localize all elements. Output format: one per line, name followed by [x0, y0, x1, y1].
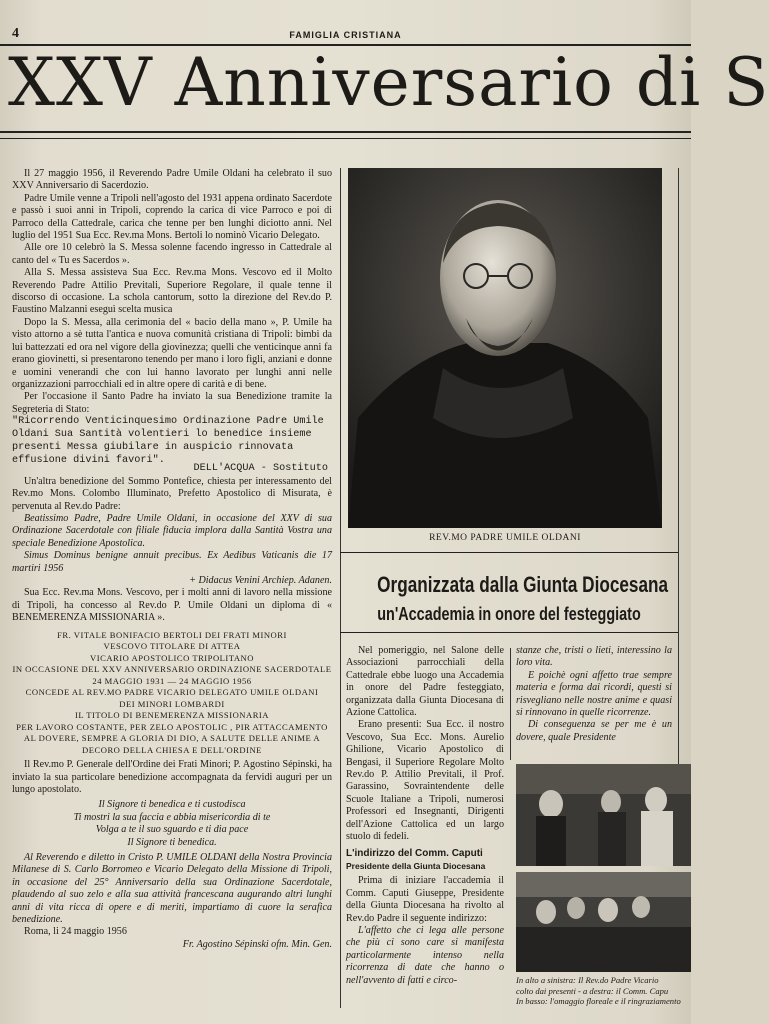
page-number: 4: [12, 26, 19, 41]
blessing-line: Il Signore ti benedica.: [127, 836, 217, 848]
article-paragraph: Il Rev.mo P. Generale dell'Ordine dei Frati Minori; P. Agostino Sépinski, ha inviato la sua particolare benedizione accompagnata da fervidi auguri per un lungo apostolato.: [12, 759, 332, 795]
diploma-line: IN OCCASIONE DEL XXV ANNIVERSARIO ORDINAZIONE SACERDOTALE: [12, 664, 332, 675]
article-paragraph: stanze che, tristi o lieti, interessino la loro vita.: [516, 645, 672, 669]
event-photo-bottom: [516, 872, 691, 972]
article-paragraph: Erano presenti: Sua Ecc. il nostro Vescovo, Sua Ecc. Mons. Aurelio Ghilione, Vicario Apostolico di Bengasi, il Superiore Regolare Molto Rev.do P. Attilio Previtali, il Prof. Garassino, Sovraintendente delle Scuole Italiane a Tripoli, numerosi Professori ed Insegnanti, Dirigenti dell'Azione Cattolica ed un largo stuolo di fedeli.: [346, 719, 504, 843]
article-paragraph: Di conseguenza se per me è un dovere, quale Presidente: [516, 719, 672, 743]
section-subheadline: un'Accademia in onore del festeggiato: [377, 604, 641, 624]
portrait-photo: [348, 168, 662, 528]
article-paragraph: Sua Ecc. Rev.ma Mons. Vescovo, per i molti anni di lavoro nella missione di Tripoli, ha concesso al Rev.do P. Umile Oldani un diploma di « BENEMERENZA MISSIONARIA ».: [12, 587, 332, 624]
photos-caption: [516, 975, 691, 1007]
article-paragraph: Padre Umile venne a Tripoli nell'agosto del 1931 appena ordinato Sacerdote e passò i suoi anni in Tripoli, coprendo la carica di vice Parroco e poi di Parroco della Cattedrale, carica che tenne per ben lunghi diciotto anni. Nel luglio del 1951 Sua Ecc. Rev.ma Mons. Bertoli lo nominò Vicario Delegato.: [12, 192, 332, 242]
page-headline: XXV Anniversario di S: [8, 44, 769, 121]
article-paragraph: E poichè ogni affetto trae sempre materia e forma dai ricordi, questi si risvegliano nelle nostre anime e quasi si rinnovano in quelle ricorrenze.: [516, 669, 672, 719]
section-headline: Organizzata dalla Giunta Diocesana: [377, 572, 669, 597]
section-rule: [340, 632, 678, 633]
photos-caption-line: In alto a sinistra: Il Rev.do Padre Vicario: [516, 975, 659, 985]
subhead-secondary: Presidente della Giunta Diocesana: [346, 860, 486, 871]
article-paragraph: Al Reverendo e diletto in Cristo P. UMILE OLDANI della Nostra Provincia Milanese di S. Carlo Borromeo e Vicario Delegato della Missione di Tripoli, in occasione del 25° Anniversario della sua Ordinazione Sacerdotale, plaudendo al suo zelo e alla sua attività francescana augurando altri lunghi anni di vita ricca di opere e di meriti, impartiamo di cuore la serafica benedizione.: [12, 851, 332, 925]
signature: + Didacus Venini Archiep. Adanen.: [189, 574, 332, 586]
portrait-photo-image: [348, 168, 662, 528]
accademia-column-1: [346, 645, 504, 987]
column-divider: [340, 168, 341, 1008]
diploma-line: 24 MAGGIO 1931 — 24 MAGGIO 1956: [92, 675, 252, 686]
event-photo-top: [516, 764, 691, 866]
diploma-block: [12, 630, 332, 757]
photos-caption-line: In basso: l'omaggio floreale e il ringraziamento: [516, 996, 681, 1006]
photos-caption-line: colto dai presenti - a destra: il Comm. Capu: [516, 985, 669, 996]
subhead: L'indirizzo del Comm. Caputi: [346, 847, 483, 859]
article-paragraph: Dopo la S. Messa, alla cerimonia del « bacio della mano », P. Umile ha visto attorno a sè tutta l'antica e nuova comunità cristiana di Tripoli: bimbi da lui battezzati ed ora nel vigore della giovinezza; quelli che venticinque anni fa erano giovinetti, si presentarono tenendo per mano i loro figli, anziani e donne e uomini venerandi che con lui hanno lavorato per lunghi anni nelle organizzazioni parrocchiali ed in altre opere di carità e di bene.: [12, 316, 332, 390]
diploma-line: VESCOVO TITOLARE DI ATTEA: [103, 641, 241, 652]
photo-caption: REV.MO PADRE UMILE OLDANI: [429, 533, 581, 543]
article-paragraph: Alla S. Messa assisteva Sua Ecc. Rev.ma Mons. Vescovo ed il Molto Reverendo Padre Attilio Previtali, Superiore Regolare, il quale tenne il discorso di occasione. La schola cantorum, sotto la direzione del Rev.do P. Faustino Malzanni eseguì scelta musica: [12, 267, 332, 316]
article-column: [12, 168, 332, 951]
diploma-line: IL TITOLO DI BENEMERENZA MISSIONARIA: [74, 710, 269, 721]
diploma-line: PER LAVORO COSTANTE, PER ZELO APOSTOLIC , PIR ATTACCAMENTO AL DOVERE, SEMPRE A GLORIA DI DIO, A SALUTE DELLE ANIME A DECORO DELLA CHIESA E DELL'ORDINE: [16, 721, 328, 755]
article-paragraph: Prima di iniziare l'accademia il Comm. Caputi Giuseppe, Presidente della Giunta Diocesana ha rivolto al Rev.do Padre il seguente indirizzo:: [346, 875, 504, 924]
signature: Fr. Agostino Sépinski ofm. Min. Gen.: [182, 938, 332, 950]
article-paragraph: Per l'occasione il Santo Padre ha inviato la sua Benedizione tramite la Segreteria di Stato:: [12, 391, 332, 415]
section-rule: [340, 552, 678, 553]
article-paragraph: Simus Dominus benigne annuit precibus. Ex Aedibus Vaticanis die 17 martiri 1956: [12, 550, 332, 574]
diploma-line: CONCEDE AL REV.MO PADRE VICARIO DELEGATO UMILE OLDANI: [25, 687, 319, 698]
blessing-line: Ti mostri la sua faccia e abbia misericordia di te: [73, 811, 271, 823]
article-paragraph: Nel pomeriggio, nel Salone delle Associazioni parrocchiali della Cattedrale ebbe luogo una Accademia in onore del Padre festeggiato, organizzata dalla Giunta Diocesana di Azione Cattolica.: [346, 645, 504, 719]
article-paragraph: Il 27 maggio 1956, il Reverendo Padre Umile Oldani ha celebrato il suo XXV Anniversario di Sacerdozio.: [12, 168, 332, 192]
letter-place-date: Roma, li 24 maggio 1956: [24, 926, 127, 938]
column-divider-right: [678, 168, 679, 808]
telegram-text: "Ricorrendo Venticinquesimo Ordinazione Padre Umile Oldani Sua Santità volentieri lo benedice insieme presenti Messa giubilare in auspicio rinnovata effusione divini favori".: [12, 416, 324, 466]
telegram-signature: DELL'ACQUA - Sostituto: [193, 463, 328, 475]
article-paragraph: Alle ore 10 celebrò la S. Messa solenne facendo ingresso in Cattedrale al canto del « Tu es Sacerdos ».: [12, 242, 332, 266]
diploma-line: DEI MINORI LOMBARDI: [119, 698, 225, 709]
article-paragraph: L'affetto che ci lega alle persone che più ci sono care si manifesta particolarmente intenso nella ricorrenza di date che hanno o nell'avvento di fatti e circo-: [346, 924, 504, 986]
event-photo-bottom-image: [516, 872, 691, 972]
accademia-column-2: [516, 645, 672, 744]
diploma-line: VICARIO APOSTOLICO TRIPOLITANO: [90, 652, 254, 663]
diploma-line: FR. VITALE BONIFACIO BERTOLI DEI FRATI MINORI: [57, 629, 287, 640]
column-divider-small: [510, 648, 511, 760]
headline-rule: [0, 131, 691, 139]
article-paragraph: Un'altra benedizione del Sommo Pontefice, chiesta per interessamento del Rev.mo Mons. Colombo Illuminato, Prefetto Apostolico di Misurata, è pervenuta al Rev.do Padre:: [12, 475, 332, 512]
running-header: FAMIGLIA CRISTIANA: [289, 30, 402, 40]
blessing-line: Volga a te il suo sguardo e ti dia pace: [95, 824, 249, 836]
blessing-verse: [12, 799, 332, 849]
blessing-line: Il Signore ti benedica e ti custodisca: [98, 799, 246, 811]
event-photo-top-image: [516, 764, 691, 866]
article-paragraph: Beatissimo Padre, Padre Umile Oldani, in occasione del XXV di sua Ordinazione Sacerdotale con filiale fiducia implora dalla Santità Vostra una speciale Benedizione Apostolica.: [12, 512, 332, 549]
